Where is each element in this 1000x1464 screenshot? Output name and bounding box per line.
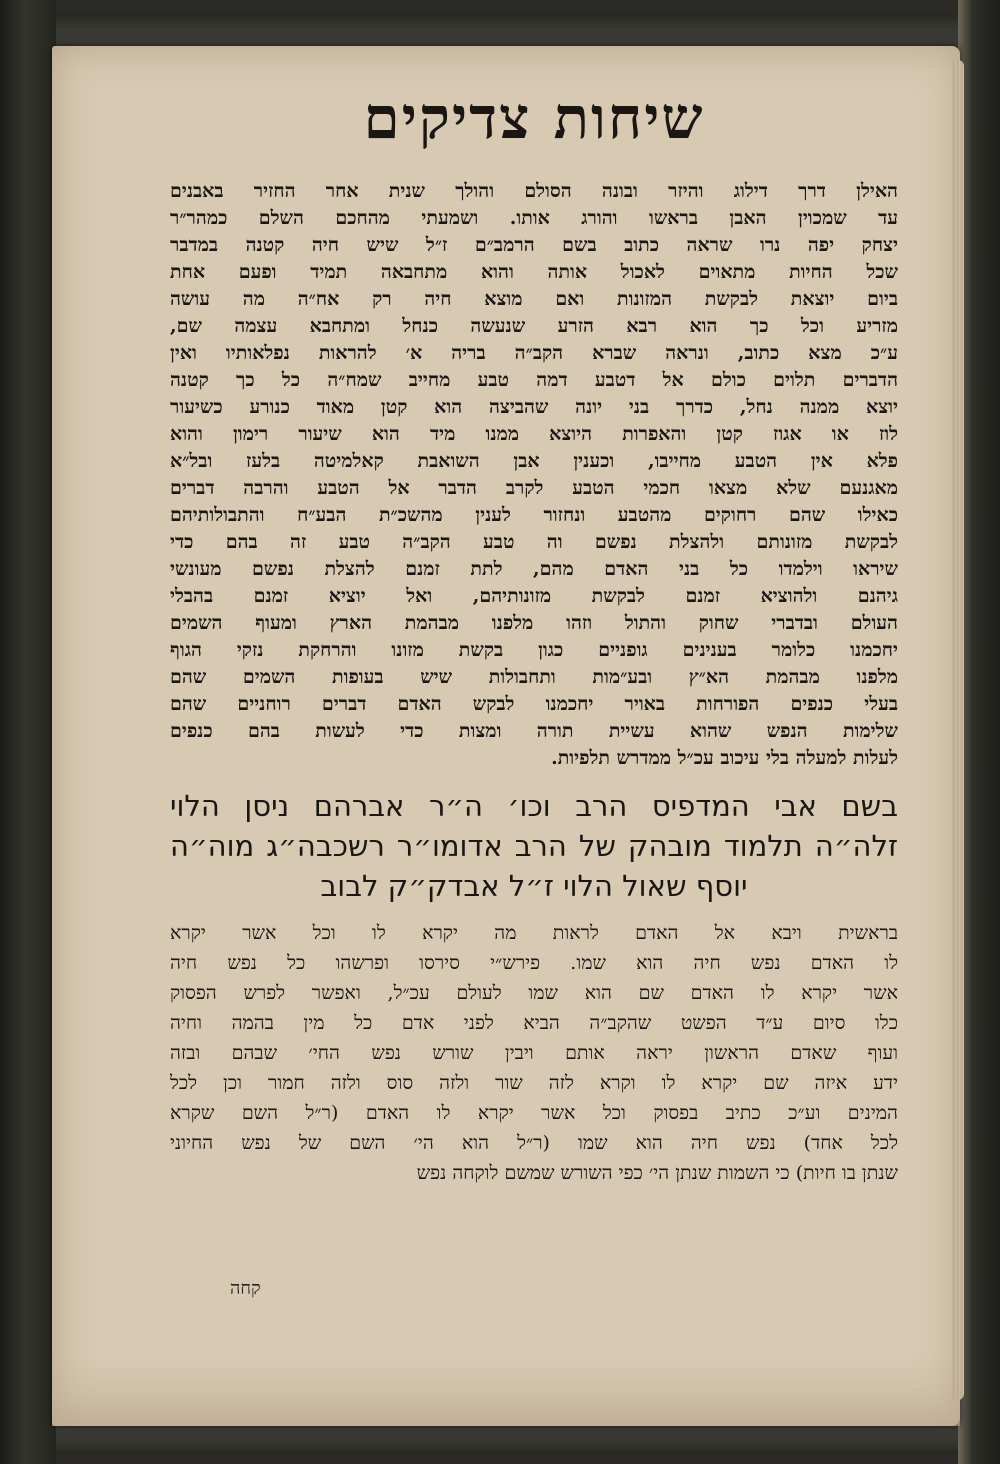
text-line: לבקשת מזונותם ולהצלת נפשם וה טבע הקב״ה טבע זה בהם כדי	[170, 531, 898, 553]
book-right-edge	[958, 0, 1000, 1464]
paragraph-main	[170, 178, 898, 772]
page-edge-stack	[952, 60, 964, 1400]
text-line: מאגנעם שלא מצאו חכמי הטבע לקרב הדבר אל הטבע והרבה דברים	[170, 477, 898, 499]
text-line: ועוף שאדם הראשון יראה אותם ויבין שורש נפש החי׳ שבהם ובזה	[170, 1042, 898, 1064]
text-line: מזריע וכל כך הוא רבא הזרע שנעשה כנחל ומתחבא עצמה שם,	[170, 315, 898, 337]
text-line: לעלות למעלה בלי עיכוב עכ״ל ממדרש תלפיות.	[551, 747, 898, 769]
text-line: יצחק יפה נרו שראה כתוב בשם הרמב״ם ז״ל שיש חיה קטנה במדבר	[170, 234, 898, 256]
text-line: הדברים תלוים כולם אל דטבע דמה טבע מחייב שמח״ה כל כך קטנה	[170, 369, 898, 391]
text-line: מלפנו מבהמת הא״ץ ובע״מות ותחבולות שיש בעופות השמים שהם	[170, 666, 898, 688]
text-line: יחכמנו כלומר בענינים גופניים כגון בקשת מזונו והרחקת נזקי הגוף	[170, 639, 898, 661]
text-line: העולם ובדברי שחוק והתול וזהו מלפנו מבהמת הארץ ומעוף השמים	[170, 612, 898, 634]
text-line: ע״כ מצא כתוב, ונראה שברא הקב״ה בריה א׳ להראות נפלאותיו ואין	[170, 342, 898, 364]
footer-mark: קחה	[230, 1278, 261, 1299]
text-line: יוסף שאול הלוי ז״ל אבדק״ק לבוב	[320, 869, 748, 903]
text-line: ביום יוצאת לבקשת המזונות ואם מוצא חיה רק אח״ה מה עושה	[170, 288, 898, 310]
book-spine	[0, 0, 56, 1464]
text-line: ידע איזה שם יקרא לו וקרא לזה שור ולזה סוס ולזה חמור וכן לכל	[170, 1072, 898, 1094]
page-bottom-wear	[52, 1356, 960, 1426]
text-line: זלה״ה תלמוד מובהק של הרב אדומו״ר רשכבה״ג מוה״ה	[170, 829, 898, 863]
page-content	[170, 80, 898, 1188]
text-line: לכל אחד) נפש חיה הוא שמו (ר״ל הוא הי׳ השם של נפש החיוני	[170, 1132, 898, 1154]
text-line: כלו סיום ע״ד הפשט שהקב״ה הביא לפני אדם כל מין בהמה וחיה	[170, 1012, 898, 1034]
text-line: בראשית ויבא אל האדם לראות מה יקרא לו וכל אשר יקרא	[170, 922, 898, 944]
text-line: שלימות הנפש שהוא עשיית תורה ומצות כדי לעשות בהם כנפים	[170, 720, 898, 742]
text-line: כאילו שהם רחוקים מהטבע ונחזור לענין מהשכ״ת הבע״ח והתבולותיהם	[170, 504, 898, 526]
text-line: לוז או אגוז קטן והאפרות היוצא ממנו מיד הוא שיעור רימון והוא	[170, 423, 898, 445]
text-line: שכל החיות מתאוים לאכול אותה והוא מתחבאה תמיד ופעם אחת	[170, 261, 898, 283]
text-line: עד שמכוין האבן בראשו והורג אותו. ושמעתי מהחכם השלם כמהר״ר	[170, 207, 898, 229]
page-title: שיחות צדיקים	[363, 84, 705, 152]
text-line: אשר יקרא לו האדם שם הוא שמו לעולם עכ״ל, ואפשר לפרש הפסוק	[170, 982, 898, 1004]
text-line: בשם אבי המדפיס הרב וכו׳ ה״ר אברהם ניסן הלוי	[170, 789, 898, 823]
text-line: שנתן בו חיות) כי השמות שנתן הי׳ כפי השורש שמשם לוקחה נפש	[416, 1162, 898, 1184]
text-line: פלא אין הטבע מחייבו, וכענין אבן השואבת קאלמיטה בלעז ובל״א	[170, 450, 898, 472]
paragraph-commentary	[170, 918, 898, 1188]
text-line: לו האדם נפש חיה הוא שמו. פירש״י סירסו ופרשהו כל נפש חיה	[170, 952, 898, 974]
text-line: האילן דרך דילוג והיזר ובונה הסולם והולך שנית אחר החזיר באבנים	[170, 180, 898, 202]
text-line: המינים וע״כ כתיב בפסוק וכל אשר יקרא לו האדם (ר״ל השם שקרא	[170, 1102, 898, 1124]
attribution-heading	[170, 786, 898, 906]
text-line: בעלי כנפים הפורחות באויר יחכמנו לבקש האדם דברים רוחניים שהם	[170, 693, 898, 715]
text-line: יוצא ממנה נחל, כדרך בני יונה שהביצה הוא קטן מאוד כנורע כשיעור	[170, 396, 898, 418]
text-line: גיהנם ולהוציא זמנם לבקשת מזונותיהם, ואל יוציא זמנם בהבלי	[170, 585, 898, 607]
text-line: שיראו וילמדו כל בני האדם מהם, לתת זמנם להצלת נפשם מעונשי	[170, 558, 898, 580]
